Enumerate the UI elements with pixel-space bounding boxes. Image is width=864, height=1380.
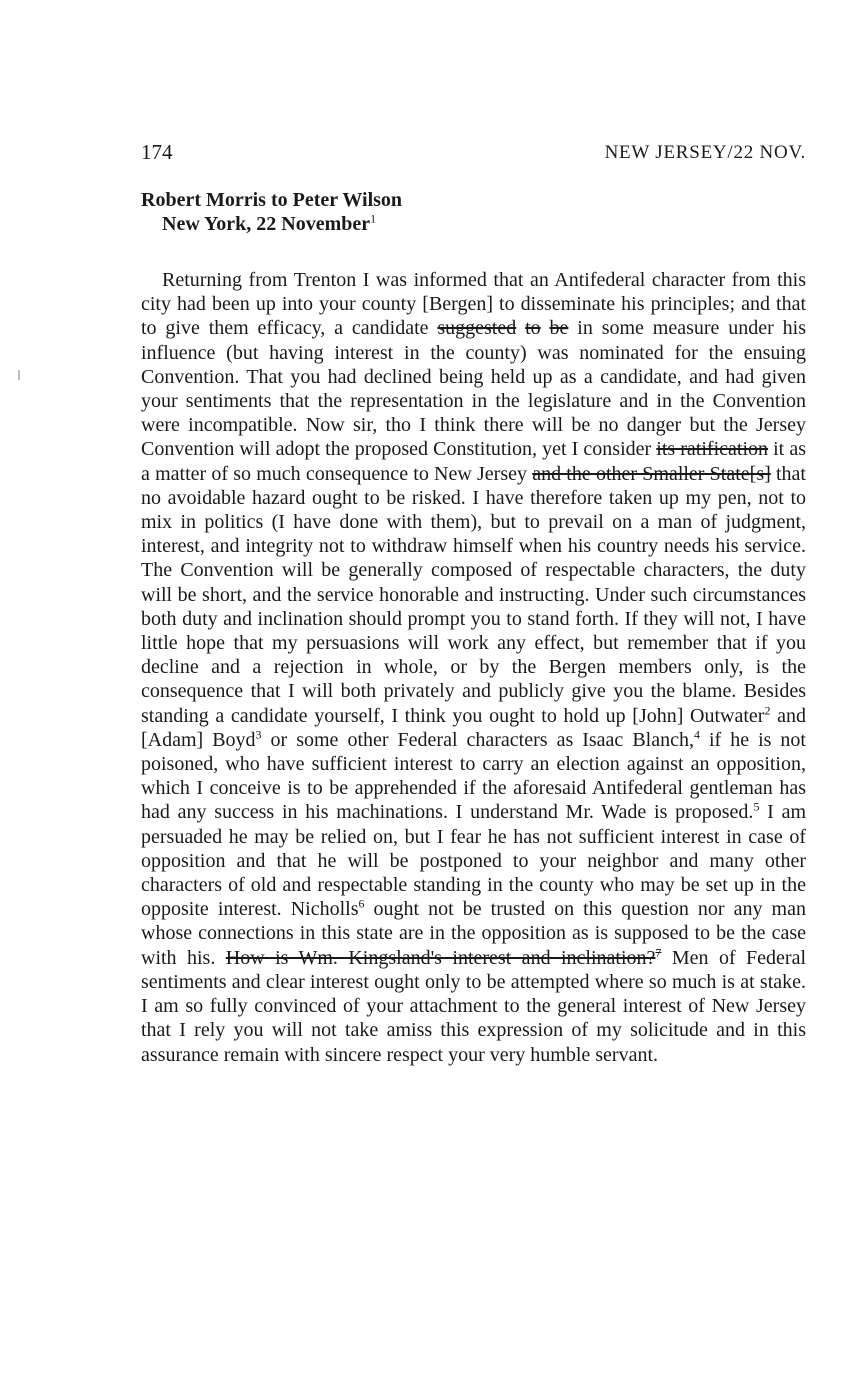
footnote-ref: 5 bbox=[753, 799, 760, 814]
struck-text: to bbox=[525, 317, 541, 340]
body-text-run: and [Adam] Boyd bbox=[141, 704, 806, 751]
body-text-run: if he is not poisoned, who have sufficient interest to carry an election against an opposition, which I conceive is to be apprehended if the aforesaid Antifederal gentleman has had any success in his machinations. I understand Mr. Wade is proposed. bbox=[141, 728, 806, 824]
struck-text: and the other Smaller State[s] bbox=[532, 462, 771, 485]
body-text-run: it as a matter of so much consequence to New Jersey bbox=[141, 438, 806, 485]
struck-text: be bbox=[549, 317, 569, 340]
body-text-run bbox=[541, 317, 550, 339]
footnote-ref: 6 bbox=[358, 896, 365, 911]
dateline-text: New York, 22 November bbox=[162, 213, 371, 235]
footnote-ref: 3 bbox=[255, 727, 262, 742]
struck-text: suggested bbox=[437, 317, 517, 340]
struck-text: its ratification bbox=[656, 438, 769, 461]
page-number: 174 bbox=[141, 140, 173, 164]
footnote-ref: 2 bbox=[764, 703, 771, 717]
letter-dateline bbox=[162, 212, 376, 236]
body-text-run: that no avoidable hazard ought to be risked. I have therefore taken up my pen, not to mix in politics (I have done with them), but to prevail on a man of judgment, interest, and integrity not to withdraw himself when his country needs his service. The Convention will be generally composed of respectable characters, the duty will be short, and the service honorable and instructing. Under such circumstances both duty and inclination should prompt you to stand forth. If they will not, I have little hope that my persuasions will work any effect, but remember that if you decline and a rejection in whole, or by the Bergen members only, is the consequence that I will both privately and publicly give you the blame. Besides standing a candidate yourself, I think you ought to hold up [John] Outwater bbox=[141, 462, 806, 727]
body-text-run bbox=[516, 317, 525, 339]
body-text-run: in some measure under his influence (but having interest in the county) was nominated for the ensuing Convention. That you had declined being held up as a candidate, and had given your sentiments that the representation in the legislature and in the Convention were incompatible. Now sir, tho I think there will be no danger but the Jersey Convention will adopt the proposed Constitution, yet I consider bbox=[141, 317, 806, 461]
body-text-run: ought not be trusted on this question nor any man whose connections in this state are in the opposition as is supposed to be the case with his. bbox=[141, 898, 806, 969]
running-head bbox=[141, 140, 806, 170]
letter-body bbox=[141, 268, 806, 1067]
letter-title: Robert Morris to Peter Wilson bbox=[141, 189, 403, 211]
body-text-run: I am persuaded he may be relied on, but I fear he has not sufficient interest in case of opposition and that he will be postponed to your neighbor and many other characters of old and respectable standing in the county who may be set up in the opposite interest. Nicholls bbox=[141, 801, 806, 921]
dateline-footnote-ref: 1 bbox=[370, 211, 377, 226]
section-label: NEW JERSEY/22 NOV. bbox=[604, 142, 806, 163]
margin-mark bbox=[18, 370, 20, 380]
footnote-ref: 7 bbox=[655, 945, 662, 960]
footnote-ref: 4 bbox=[693, 727, 700, 742]
body-text-run: Men of Federal sentiments and clear interest ought only to be attempted where so much is at stake. I am so fully convinced of your attachment to the general interest of New Jersey that I rely you will not take amiss this expression of my solicitude and in this assurance remain with sincere respect your very humble servant. bbox=[141, 946, 807, 1066]
struck-text: How is Wm. Kingsland's interest and inclination? bbox=[225, 946, 656, 969]
body-text-run: or some other Federal characters as Isaac Blanch, bbox=[261, 728, 694, 751]
body-text-run: Returning from Trenton I was informed that an Antifederal character from this city had been up into your county [Bergen] to disseminate his principles; and that to give them efficacy, a candidate bbox=[141, 269, 806, 340]
